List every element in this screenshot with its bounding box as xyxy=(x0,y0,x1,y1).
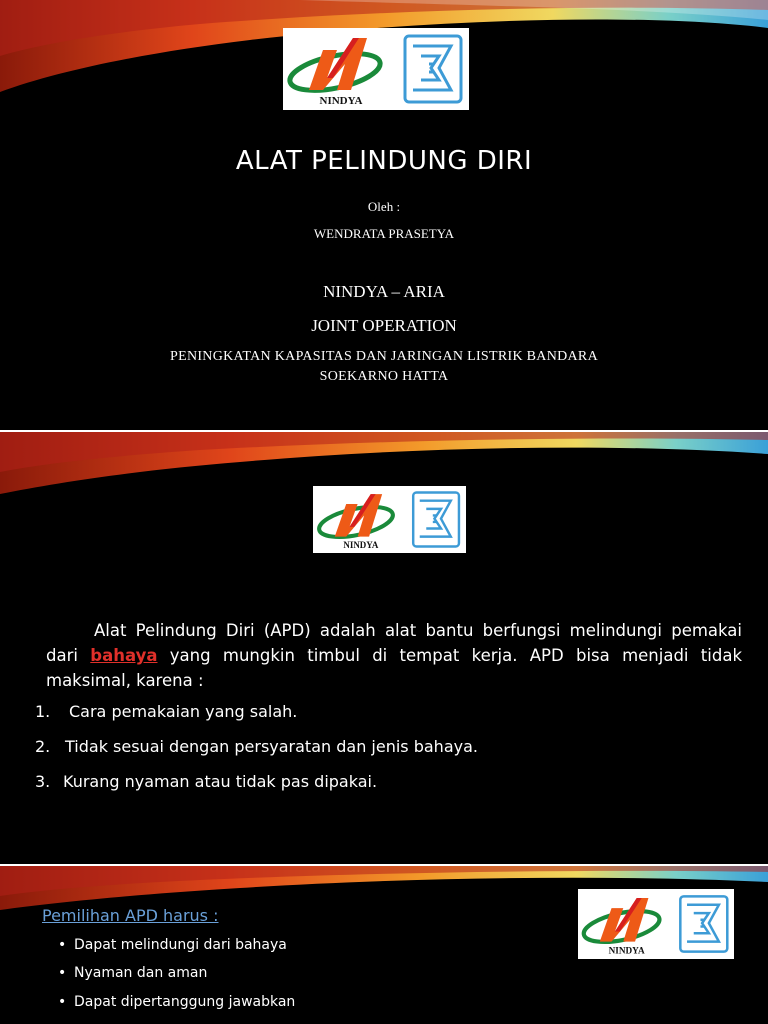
section-heading: Pemilihan APD harus : xyxy=(42,906,219,925)
list-item xyxy=(58,994,295,1010)
paragraph-text-1: Alat Pelindung Diri (APD) adalah alat bantu berfungsi melindungi pemakai dari xyxy=(46,621,742,665)
author-name: WENDRATA PRASETYA xyxy=(313,226,455,241)
highlight-word: bahaya xyxy=(90,646,158,665)
list-item xyxy=(58,965,207,981)
list-item xyxy=(35,702,297,721)
list-text: Kurang nyaman atau tidak pas dipakai. xyxy=(63,772,378,791)
slide-definition xyxy=(0,432,768,864)
list-text: Cara pemakaian yang salah. xyxy=(69,702,298,721)
list-text: Dapat melindungi dari bahaya xyxy=(74,937,287,953)
list-text: Dapat dipertanggung jawabkan xyxy=(74,994,296,1010)
list-text: Nyaman dan aman xyxy=(74,965,208,981)
company-logo xyxy=(283,28,469,110)
list-number: 3. xyxy=(35,772,51,791)
bullet-icon: • xyxy=(58,937,67,953)
bullet-icon: • xyxy=(58,965,67,981)
project-line-1: PENINGKATAN KAPASITAS DAN JARINGAN LISTRIK BANDARA xyxy=(170,349,598,364)
company-name: NINDYA – ARIA xyxy=(323,282,445,301)
nindya-logo-icon xyxy=(317,494,396,542)
logo-text: NINDYA xyxy=(608,945,645,956)
venture-name: JOINT OPERATION xyxy=(311,316,457,335)
slide-selection xyxy=(0,866,768,1024)
company-logo xyxy=(313,486,466,553)
list-text: Tidak sesuai dengan persyaratan dan jenis bahaya. xyxy=(65,737,478,756)
partner-logo-icon xyxy=(413,493,459,547)
bullet-icon: • xyxy=(58,994,67,1010)
nindya-logo-icon xyxy=(581,898,662,948)
list-item xyxy=(35,737,478,756)
company-logo xyxy=(578,889,734,959)
definition-paragraph xyxy=(46,618,742,693)
list-item xyxy=(58,937,287,953)
partner-logo-icon xyxy=(680,896,727,951)
list-item xyxy=(35,772,377,791)
logo-text: NINDYA xyxy=(319,95,363,107)
nindya-logo-icon xyxy=(287,38,384,97)
list-number: 1. xyxy=(35,702,51,721)
project-line-2: SOEKARNO HATTA xyxy=(319,369,449,384)
logo-text: NINDYA xyxy=(343,540,379,551)
paragraph-text-2: yang mungkin timbul di tempat kerja. APD bisa menjadi tidak maksimal, karena : xyxy=(46,646,742,690)
list-number: 2. xyxy=(35,737,51,756)
by-label: Oleh : xyxy=(367,199,401,214)
slide-title xyxy=(0,0,768,430)
partner-logo-icon xyxy=(405,36,461,102)
presentation-title: ALAT PELINDUNG DIRI xyxy=(235,146,533,176)
